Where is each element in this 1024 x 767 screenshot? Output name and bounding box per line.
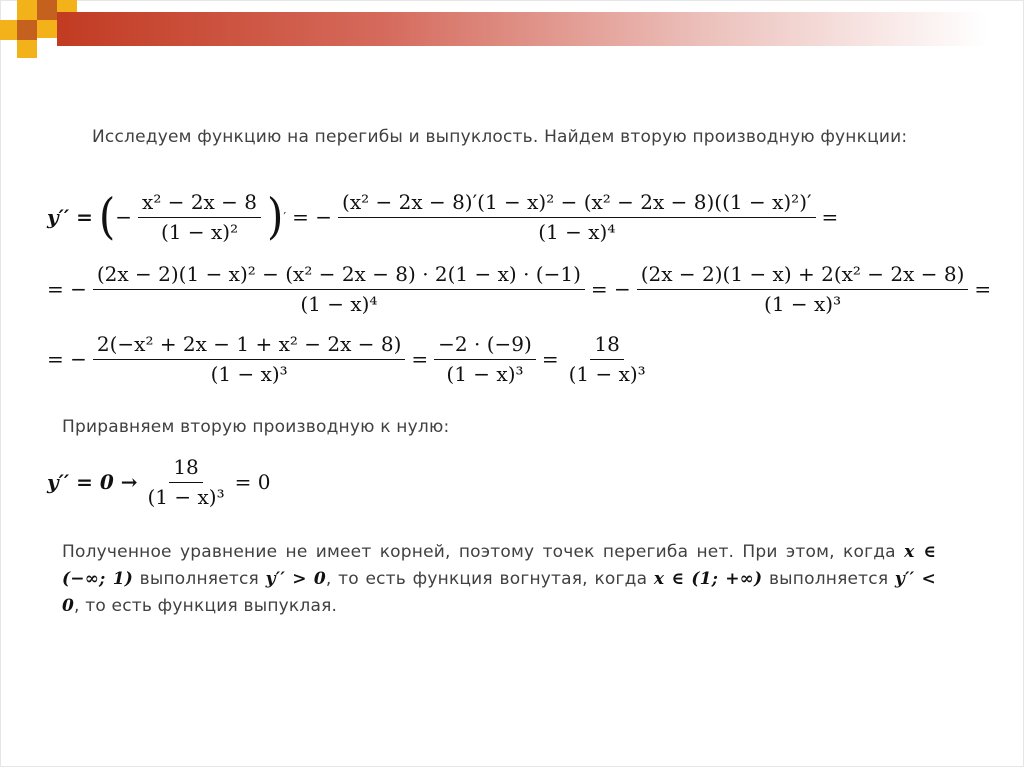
- eq3-equals-2: =: [541, 347, 559, 371]
- header-gradient-bar: [57, 12, 987, 46]
- eq2-fraction-1: [93, 262, 585, 316]
- decor-square: [0, 20, 17, 40]
- eq2-denominator-1: (1 − x)⁴: [300, 292, 378, 316]
- eq2-numerator-1: (2x − 2)(1 − x)² − (x² − 2x − 8) · 2(1 − x) · (−1): [93, 262, 585, 290]
- conclusion-paragraph: [62, 539, 936, 620]
- set-zero-paragraph: Приравняем вторую производную к нулю:: [62, 417, 450, 437]
- eq3-numerator-3: 18: [590, 332, 623, 360]
- prime-mark: ′: [283, 210, 287, 224]
- eq2-fraction-2: [637, 262, 969, 316]
- eq1-inner-denominator: (1 − x)²: [160, 220, 239, 244]
- eq3-equals: =: [411, 347, 429, 371]
- eq1-inner-numerator: x² − 2x − 8: [138, 190, 261, 218]
- conclusion-text-1: Полученное уравнение не имеет корней, поэтому точек перегиба нет. При этом, когда: [62, 542, 896, 562]
- eq4-rhs: = 0: [234, 470, 271, 494]
- eq1-fraction: [338, 190, 816, 244]
- conclusion-text-2: выполняется: [139, 569, 259, 589]
- conclusion-text-3: , то есть функция вогнутая, когда: [325, 569, 648, 589]
- eq2-mid: = −: [590, 277, 631, 301]
- equation-line-4: [47, 455, 270, 509]
- eq3-fraction-3: [565, 332, 650, 386]
- decor-square: [17, 40, 37, 58]
- eq3-denominator-2: (1 − x)³: [446, 362, 524, 386]
- eq1-lhs: y′′ =: [47, 205, 93, 229]
- eq3-fraction-2: [434, 332, 536, 386]
- minus-sign: −: [115, 205, 133, 229]
- equation-line-3: [47, 332, 656, 386]
- condition-convex: y′′ < 0: [62, 569, 936, 616]
- left-paren: (: [98, 188, 116, 245]
- equation-line-2: [47, 262, 991, 316]
- eq3-start: = −: [47, 347, 87, 371]
- eq1-mid: = −: [292, 205, 333, 229]
- eq3-numerator-2: −2 · (−9): [434, 332, 536, 360]
- decor-square: [37, 20, 57, 38]
- eq2-numerator-2: (2x − 2)(1 − x) + 2(x² − 2x − 8): [637, 262, 969, 290]
- eq4-lhs: y′′ = 0 →: [47, 470, 138, 494]
- eq1-denominator: (1 − x)⁴: [538, 220, 616, 244]
- eq3-denominator-3: (1 − x)³: [568, 362, 646, 386]
- eq1-numerator: (x² − 2x − 8)′(1 − x)² − (x² − 2x − 8)((1 − x)²)′: [338, 190, 816, 218]
- eq2-end: =: [974, 277, 992, 301]
- eq2-start: = −: [47, 277, 87, 301]
- eq4-denominator: (1 − x)³: [147, 485, 225, 509]
- eq3-numerator-1: 2(−x² + 2x − 1 + x² − 2x − 8): [93, 332, 406, 360]
- eq1-end: =: [821, 205, 839, 229]
- decor-square: [17, 0, 37, 20]
- condition-concave: y′′ > 0: [265, 569, 326, 589]
- eq2-denominator-2: (1 − x)³: [764, 292, 842, 316]
- conclusion-text-5: , то есть функция выпуклая.: [74, 596, 338, 616]
- intro-paragraph: Исследуем функцию на перегибы и выпуклость. Найдем вторую производную функции:: [92, 127, 908, 147]
- equation-line-1: [47, 190, 838, 244]
- decor-square: [37, 0, 57, 20]
- interval-convex: x ∈ (1; +∞): [653, 569, 763, 589]
- right-paren: ): [267, 188, 284, 245]
- eq3-denominator-1: (1 − x)³: [210, 362, 288, 386]
- decor-square: [57, 0, 77, 12]
- conclusion-text-4: выполняется: [768, 569, 889, 589]
- decor-square: [17, 20, 37, 40]
- eq1-inner-fraction: [138, 190, 261, 244]
- eq3-fraction-1: [93, 332, 406, 386]
- eq4-numerator: 18: [169, 455, 202, 483]
- interval-concave: x ∈ (−∞; 1): [62, 542, 936, 589]
- eq4-fraction: [144, 455, 229, 509]
